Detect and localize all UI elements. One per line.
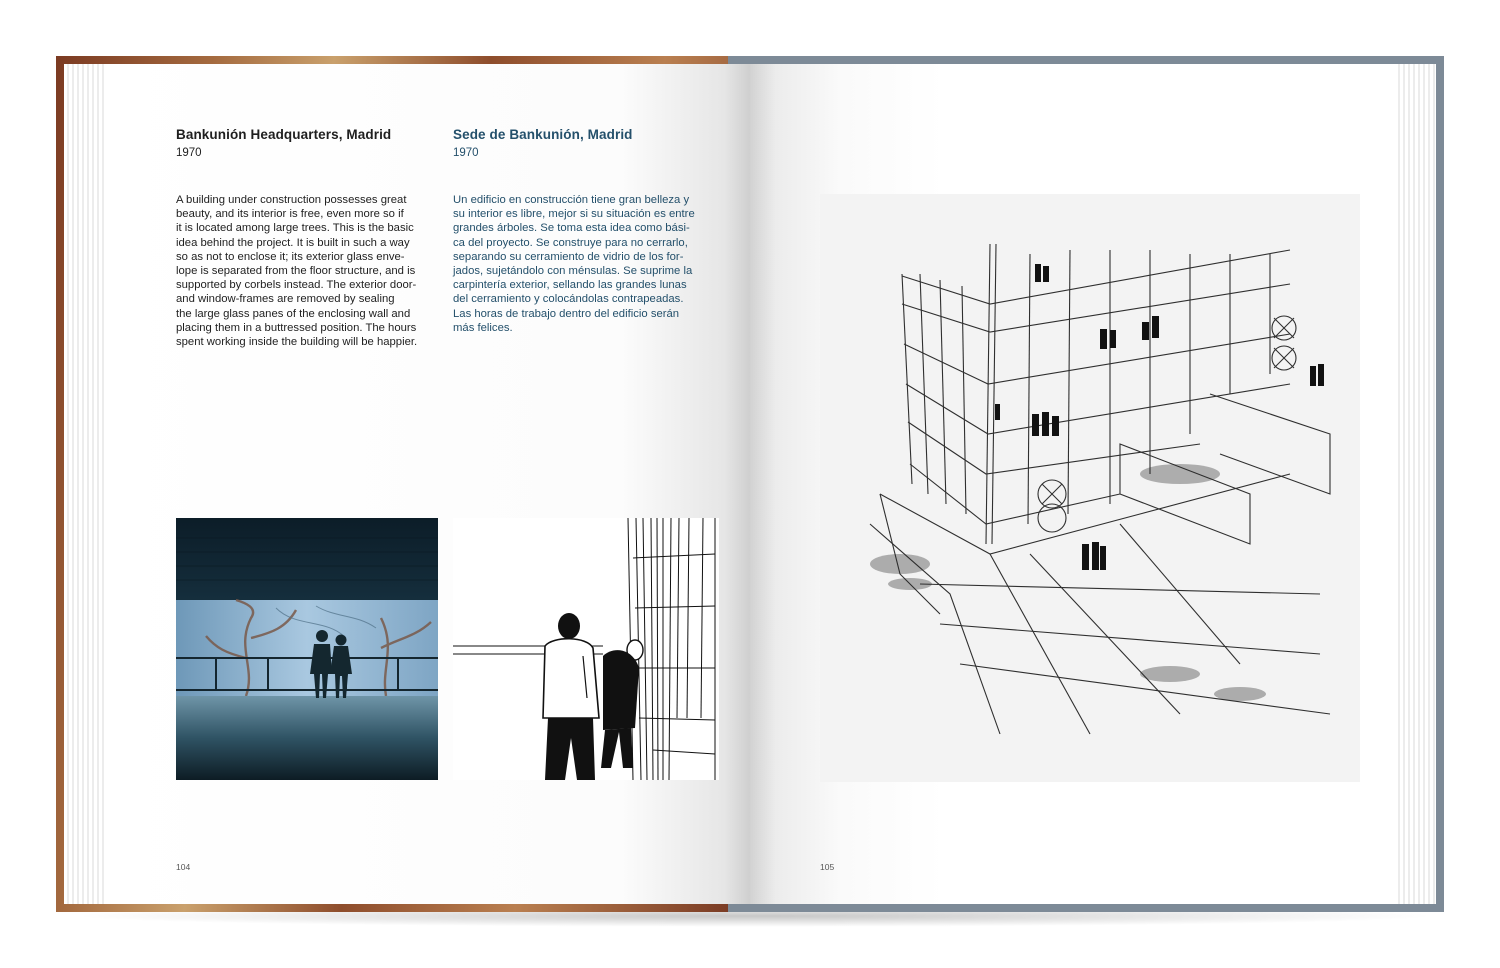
english-line: beauty, and its interior is free, even more so if: [176, 208, 404, 221]
english-line: so as not to enclose it; its exterior glass enve-: [176, 250, 405, 263]
sketch-building-perspective: [820, 194, 1360, 782]
page-number-left: 104: [176, 862, 191, 872]
spanish-line: ca del proyecto. Se construye para no cerrarlo,: [453, 236, 688, 249]
english-line: A building under construction possesses great: [176, 194, 407, 206]
spanish-title: Sede de Bankunión, Madrid: [453, 127, 633, 142]
spanish-line: Un edificio en construcción tiene gran belleza y: [453, 194, 690, 206]
sketch-figures: [453, 518, 719, 780]
spanish-line: carpintería exterior, sellando las grandes lunas: [453, 279, 687, 292]
page-edges-left: [64, 64, 110, 904]
spanish-line: Las horas de trabajo dentro del edificio serán: [453, 307, 680, 320]
english-line: idea behind the project. It is built in such a way: [176, 236, 410, 249]
spanish-line: separando su cerramiento de vidrio de los for-: [453, 250, 684, 263]
spanish-line: del cerramiento y colocándolas contrapeadas.: [453, 293, 684, 306]
english-body: [176, 193, 417, 349]
page-number-right: 105: [820, 862, 835, 872]
english-line: lope is separated from the floor structure, and is: [176, 265, 416, 278]
english-line: spent working inside the building will be happier.: [176, 336, 418, 349]
english-line: supported by corbels instead. The exterior door-: [176, 279, 417, 292]
spanish-line: más felices.: [453, 321, 513, 334]
spanish-line: grandes árboles. Se toma esta idea como bási-: [453, 222, 690, 235]
spanish-line: su interior es libre, mejor si su situación es entre: [453, 208, 695, 221]
spanish-body: [453, 193, 695, 335]
page-edges-right: [1390, 64, 1436, 904]
english-line: it is located among large trees. This is the basic: [176, 222, 414, 235]
english-title: Bankunión Headquarters, Madrid: [176, 127, 392, 142]
english-line: placing them in a buttressed position. The hours: [176, 321, 417, 334]
english-line: and window-frames are removed by sealing: [176, 293, 395, 306]
spanish-year: 1970: [453, 147, 479, 159]
interior-photo: [176, 518, 438, 780]
english-line: the large glass panes of the enclosing wall and: [176, 307, 411, 320]
english-year: 1970: [176, 147, 202, 159]
spanish-line: jados, sujetándolo con ménsulas. Se suprime la: [453, 265, 693, 278]
